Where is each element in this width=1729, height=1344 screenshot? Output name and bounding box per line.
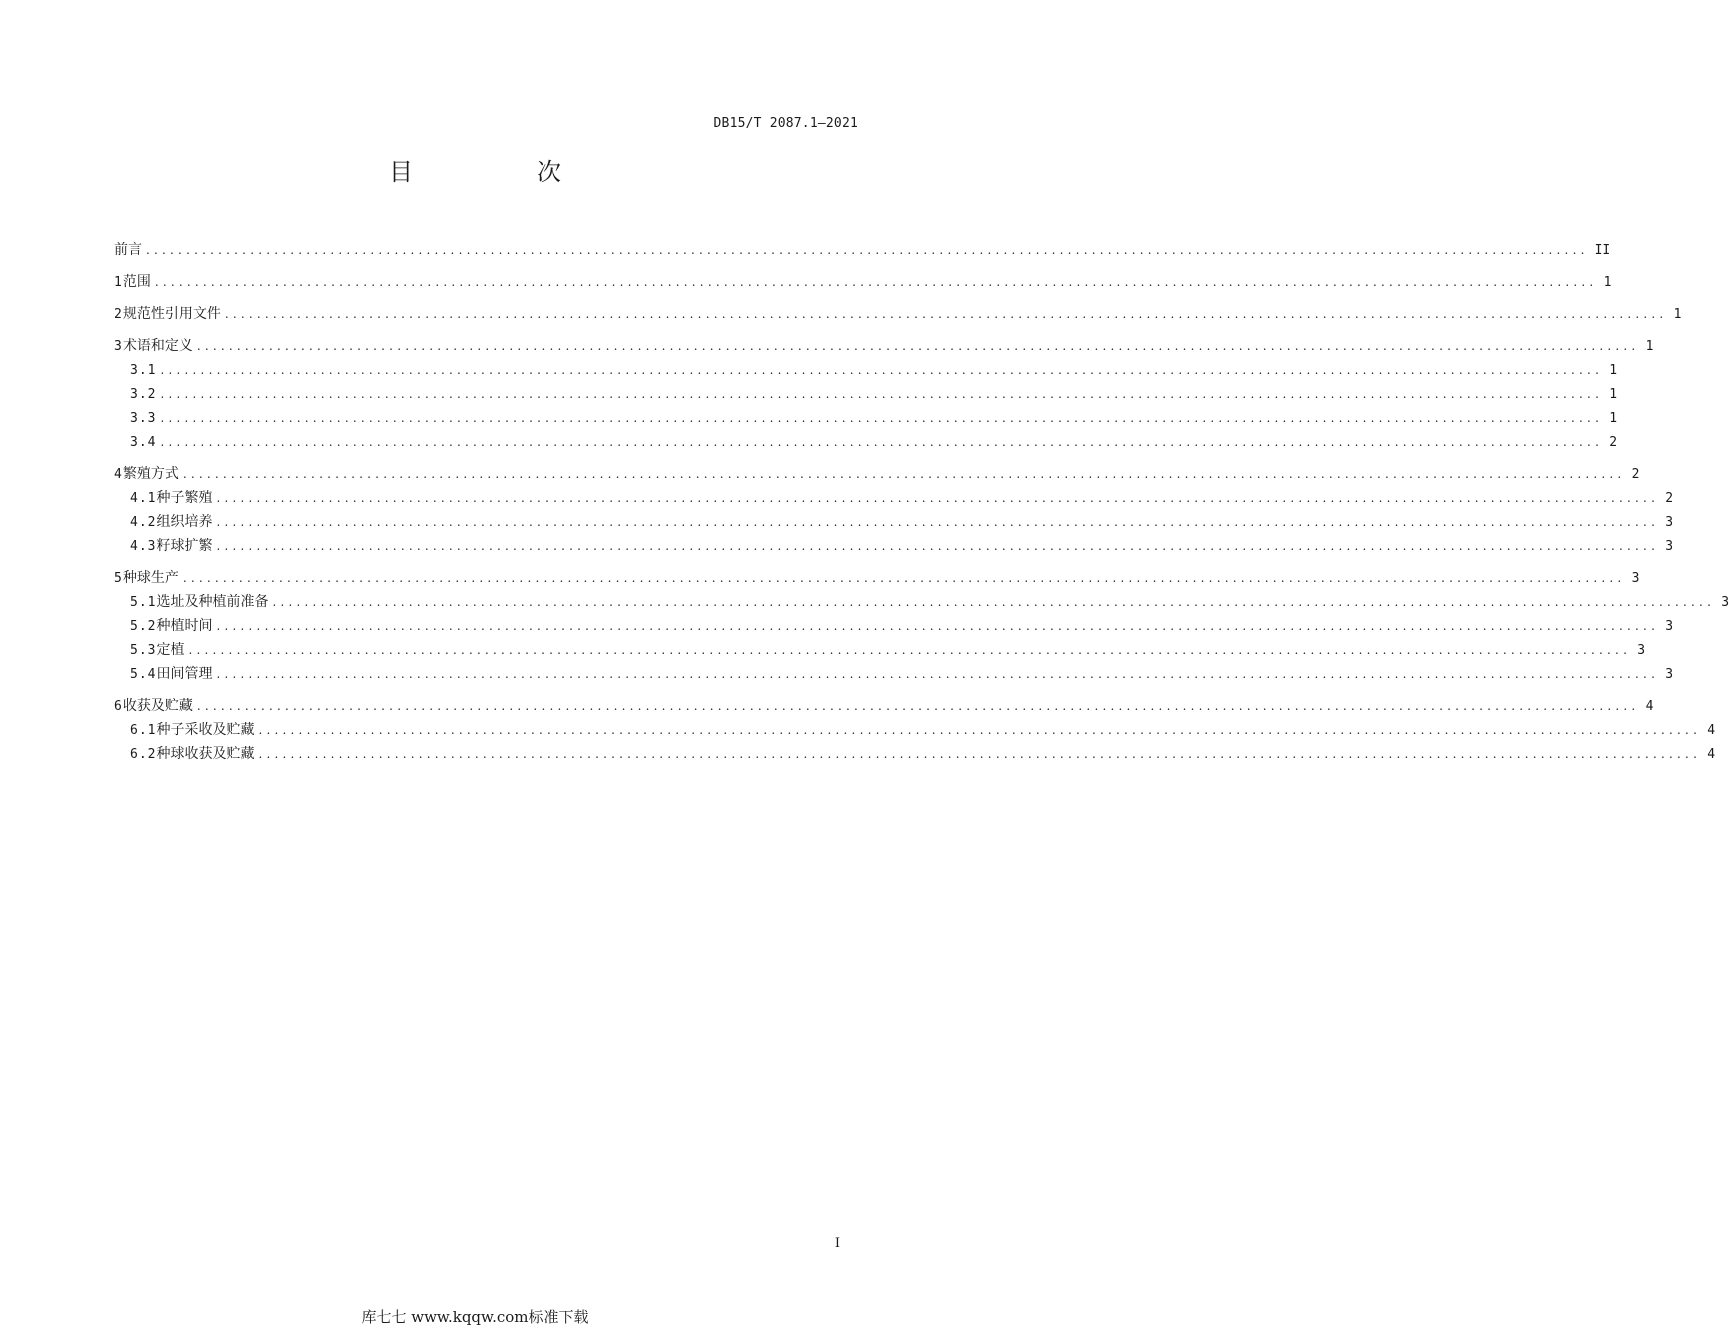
toc-entry[interactable] [114,744,1716,764]
toc-entry-title: 规范性引用文件 [122,306,221,322]
toc-entry-number: 5.4 [130,667,157,682]
toc-entry[interactable] [114,640,1646,660]
toc-entry-number: 5 [114,571,123,586]
toc-leader-dots [216,512,1659,532]
toc-entry-title: 组织培养 [156,514,213,530]
toc-entry-page: 2 [1665,491,1674,506]
toc-entry-page: 1 [1645,339,1654,354]
footer-watermark: 库七七 www.kqqw.com标准下载 [361,1308,589,1326]
toc-entry-page: 3 [1665,539,1674,554]
toc-entry-page: 1 [1609,411,1618,426]
toc-entry-page: 1 [1673,307,1682,322]
toc-leader-dots [197,336,1640,356]
toc-entry-title: 种植时间 [156,618,213,634]
toc-entry[interactable] [114,616,1674,636]
toc-entry[interactable] [114,488,1674,508]
toc-entry-number: 3.1 [130,363,157,378]
toc-entry-page: 4 [1645,699,1654,714]
toc-leader-dots [160,360,1603,380]
toc-entry-page: 3 [1637,643,1646,658]
toc-leader-dots [160,432,1603,452]
page-number: I [834,1236,840,1251]
toc-leader-dots [272,592,1715,612]
toc-entry-page: 4 [1707,723,1716,738]
toc-entry-page: 2 [1609,435,1618,450]
toc-entry-title: 收获及贮藏 [122,698,193,714]
toc-entry-page: 4 [1707,747,1716,762]
toc-entry-number: 3.4 [130,435,157,450]
toc-entry[interactable] [114,384,1618,404]
toc-entry[interactable] [114,360,1618,380]
toc-entry-number: 4.3 [130,539,157,554]
toc-leader-dots [216,488,1659,508]
toc-entry[interactable] [114,512,1674,532]
toc-title: 目 次 [389,158,611,186]
toc-entry-number: 2 [114,307,123,322]
toc-leader-dots [160,408,1603,428]
toc-leader-dots [258,744,1701,764]
toc-entry-page: 3 [1721,595,1729,610]
toc-entry-title: 种子采收及贮藏 [156,722,255,738]
toc-entry-number: 3.2 [130,387,157,402]
toc-entry-title: 种球收获及贮藏 [156,746,255,762]
toc-entry-title: 定植 [156,642,185,658]
toc-leader-dots [183,464,1626,484]
toc-entry[interactable] [114,536,1674,556]
toc-entry-title: 田间管理 [156,666,213,682]
toc-leader-dots [216,664,1659,684]
toc-entry[interactable] [114,696,1654,716]
toc-leader-dots [258,720,1701,740]
toc-entry-page: II [1594,243,1611,258]
toc-entry-page: 1 [1609,387,1618,402]
toc-entry-number: 4 [114,467,123,482]
toc-entry-number: 6.2 [130,747,157,762]
toc-leader-dots [188,640,1631,660]
toc-entry-number: 3 [114,339,123,354]
toc-entry[interactable] [114,464,1640,484]
toc-entry-number: 6 [114,699,123,714]
toc-entry-page: 3 [1631,571,1640,586]
toc-entry-page: 3 [1665,619,1674,634]
toc-leader-dots [160,384,1603,404]
toc-entry-page: 2 [1631,467,1640,482]
toc-leader-dots [197,696,1640,716]
toc-entry[interactable] [114,240,1611,260]
toc-leader-dots [216,616,1659,636]
table-of-contents [114,240,1729,764]
toc-entry-title: 种子繁殖 [156,490,213,506]
toc-entry-title: 术语和定义 [122,338,193,354]
toc-leader-dots [183,568,1626,588]
toc-leader-dots [216,536,1659,556]
toc-entry-title: 选址及种植前准备 [156,594,269,610]
toc-entry-number: 4.1 [130,491,157,506]
toc-entry-title: 前言 [114,242,142,258]
toc-entry-number: 5.2 [130,619,157,634]
toc-entry[interactable] [114,272,1612,292]
toc-entry[interactable] [114,568,1640,588]
toc-entry[interactable] [114,592,1729,612]
toc-entry[interactable] [114,720,1716,740]
toc-entry-title: 繁殖方式 [122,466,179,482]
toc-entry-page: 1 [1609,363,1618,378]
toc-entry-number: 1 [114,275,123,290]
toc-entry-number: 6.1 [130,723,157,738]
toc-entry[interactable] [114,336,1654,356]
standard-code: DB15/T 2087.1—2021 [713,116,858,131]
toc-entry-number: 5.3 [130,643,157,658]
toc-leader-dots [155,272,1598,292]
toc-entry[interactable] [114,408,1618,428]
toc-entry[interactable] [114,304,1682,324]
toc-entry-title: 范围 [122,274,151,290]
toc-entry-page: 3 [1665,515,1674,530]
toc-leader-dots [225,304,1668,324]
toc-entry[interactable] [114,664,1674,684]
toc-entry-number: 4.2 [130,515,157,530]
toc-entry-number: 5.1 [130,595,157,610]
toc-leader-dots [146,240,1589,260]
toc-entry-title: 籽球扩繁 [156,538,213,554]
toc-entry-title: 种球生产 [122,570,179,586]
toc-entry-page: 3 [1665,667,1674,682]
toc-entry-number: 3.3 [130,411,157,426]
toc-entry[interactable] [114,432,1618,452]
toc-entry-page: 1 [1603,275,1612,290]
